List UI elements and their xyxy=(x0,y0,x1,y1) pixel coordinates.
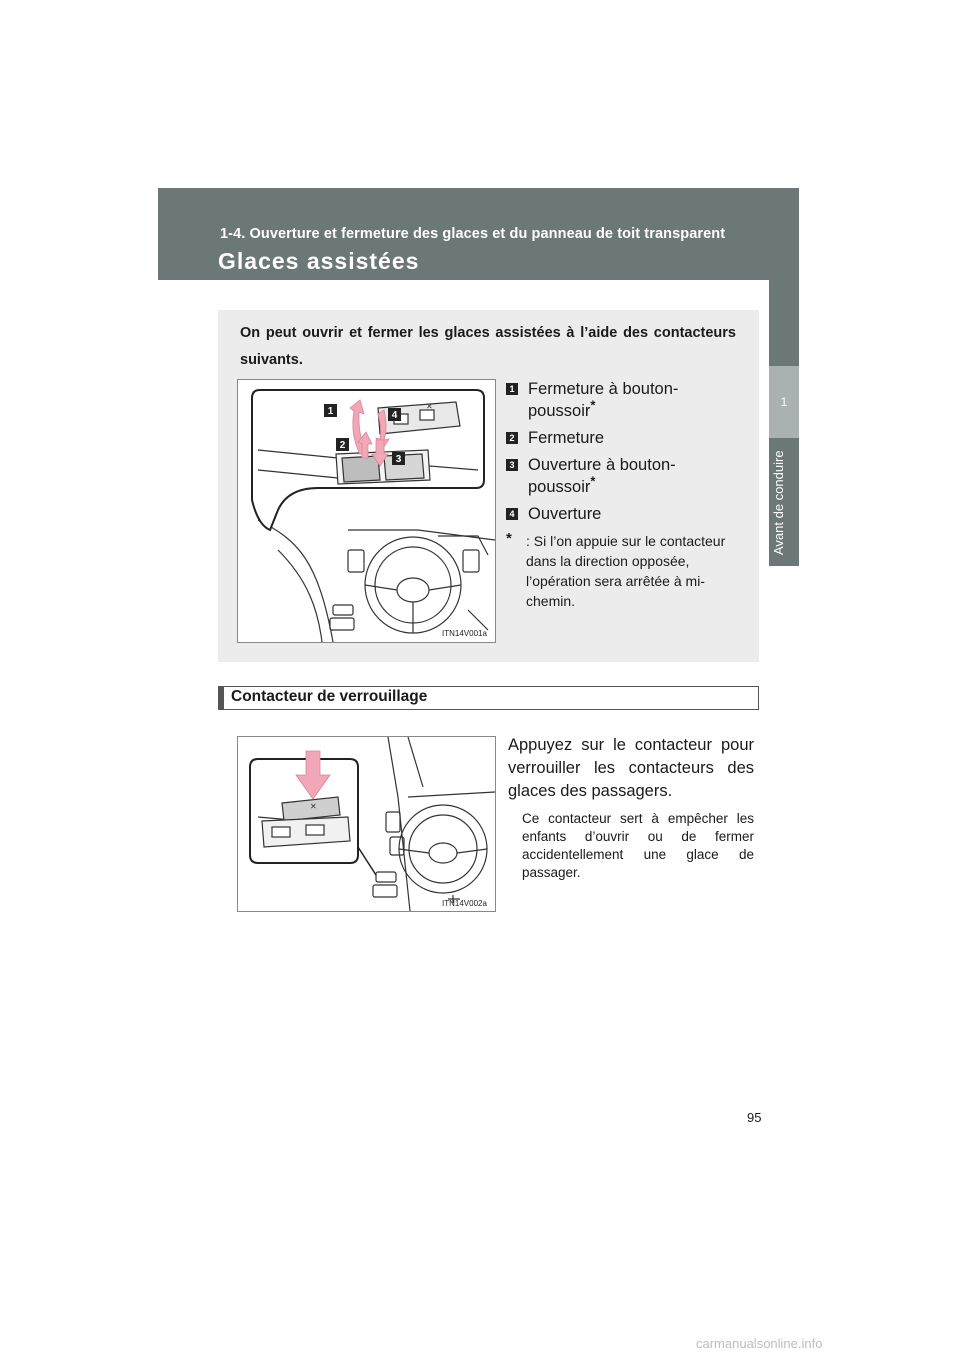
list-item xyxy=(506,427,742,449)
window-switch-figure xyxy=(237,379,496,643)
page-header xyxy=(158,188,799,280)
intro-text: On peut ouvrir et fermer les glaces assistées à l’aide des contacteurs suivants. xyxy=(240,325,736,368)
section-heading xyxy=(218,686,759,710)
list-item xyxy=(506,378,742,422)
footnote xyxy=(506,531,742,611)
lock-body-text: Appuyez sur le contacteur pour verrouiller les contacteurs des glaces des passagers. xyxy=(508,736,754,800)
callout-1-label: 1 xyxy=(327,406,334,417)
footnote-text: : Si l’on appuie sur le contacteur dans la direction opposée, l’opération sera arrêtée à mi-chemin. xyxy=(526,533,726,609)
chapter-label: Avant de conduire xyxy=(771,450,786,556)
svg-text:✕: ✕ xyxy=(426,402,433,411)
svg-text:✕: ✕ xyxy=(310,802,317,811)
list-item xyxy=(506,503,742,525)
lock-switch-figure xyxy=(237,736,496,912)
section-title: 1-4. Ouverture et fermeture des glaces et du panneau de toit transparent xyxy=(220,226,726,242)
callout-2-label: 2 xyxy=(339,440,346,451)
list-item xyxy=(506,454,742,498)
asterisk-mark: * xyxy=(590,397,596,413)
asterisk-mark: * xyxy=(590,473,596,489)
watermark: carmanualsonline.info xyxy=(696,1336,823,1351)
page-title: Glaces assistées xyxy=(218,248,420,274)
item-number-badge: 2 xyxy=(506,432,518,444)
page-number: 95 xyxy=(747,1110,762,1125)
lock-note-text: Ce contacteur sert à empêcher les enfants d’ouvrir ou de fermer accidentellement une glace de passager. xyxy=(522,811,754,880)
callout-3-label: 3 xyxy=(395,454,402,465)
item-label: Fermeture à bouton-poussoir xyxy=(528,380,679,420)
window-switch-illustration xyxy=(238,380,495,642)
callout-4-label: 4 xyxy=(391,410,398,421)
item-label: Fermeture xyxy=(528,429,605,447)
heading-bar xyxy=(219,687,224,709)
item-number-badge: 1 xyxy=(506,383,518,395)
lock-switch-illustration xyxy=(238,737,495,911)
footnote-mark: * xyxy=(506,530,512,547)
switch-function-list xyxy=(506,378,742,611)
item-label: Ouverture xyxy=(528,505,602,523)
figure-code: ITN14V002a xyxy=(442,899,487,908)
chapter-number: 1 xyxy=(769,366,799,438)
item-number-badge: 4 xyxy=(506,508,518,520)
item-label: Ouverture à bouton-poussoir xyxy=(528,456,676,496)
section-heading-text: Contacteur de verrouillage xyxy=(231,688,428,705)
figure-code: ITN14V001a xyxy=(442,629,487,638)
item-number-badge: 3 xyxy=(506,459,518,471)
